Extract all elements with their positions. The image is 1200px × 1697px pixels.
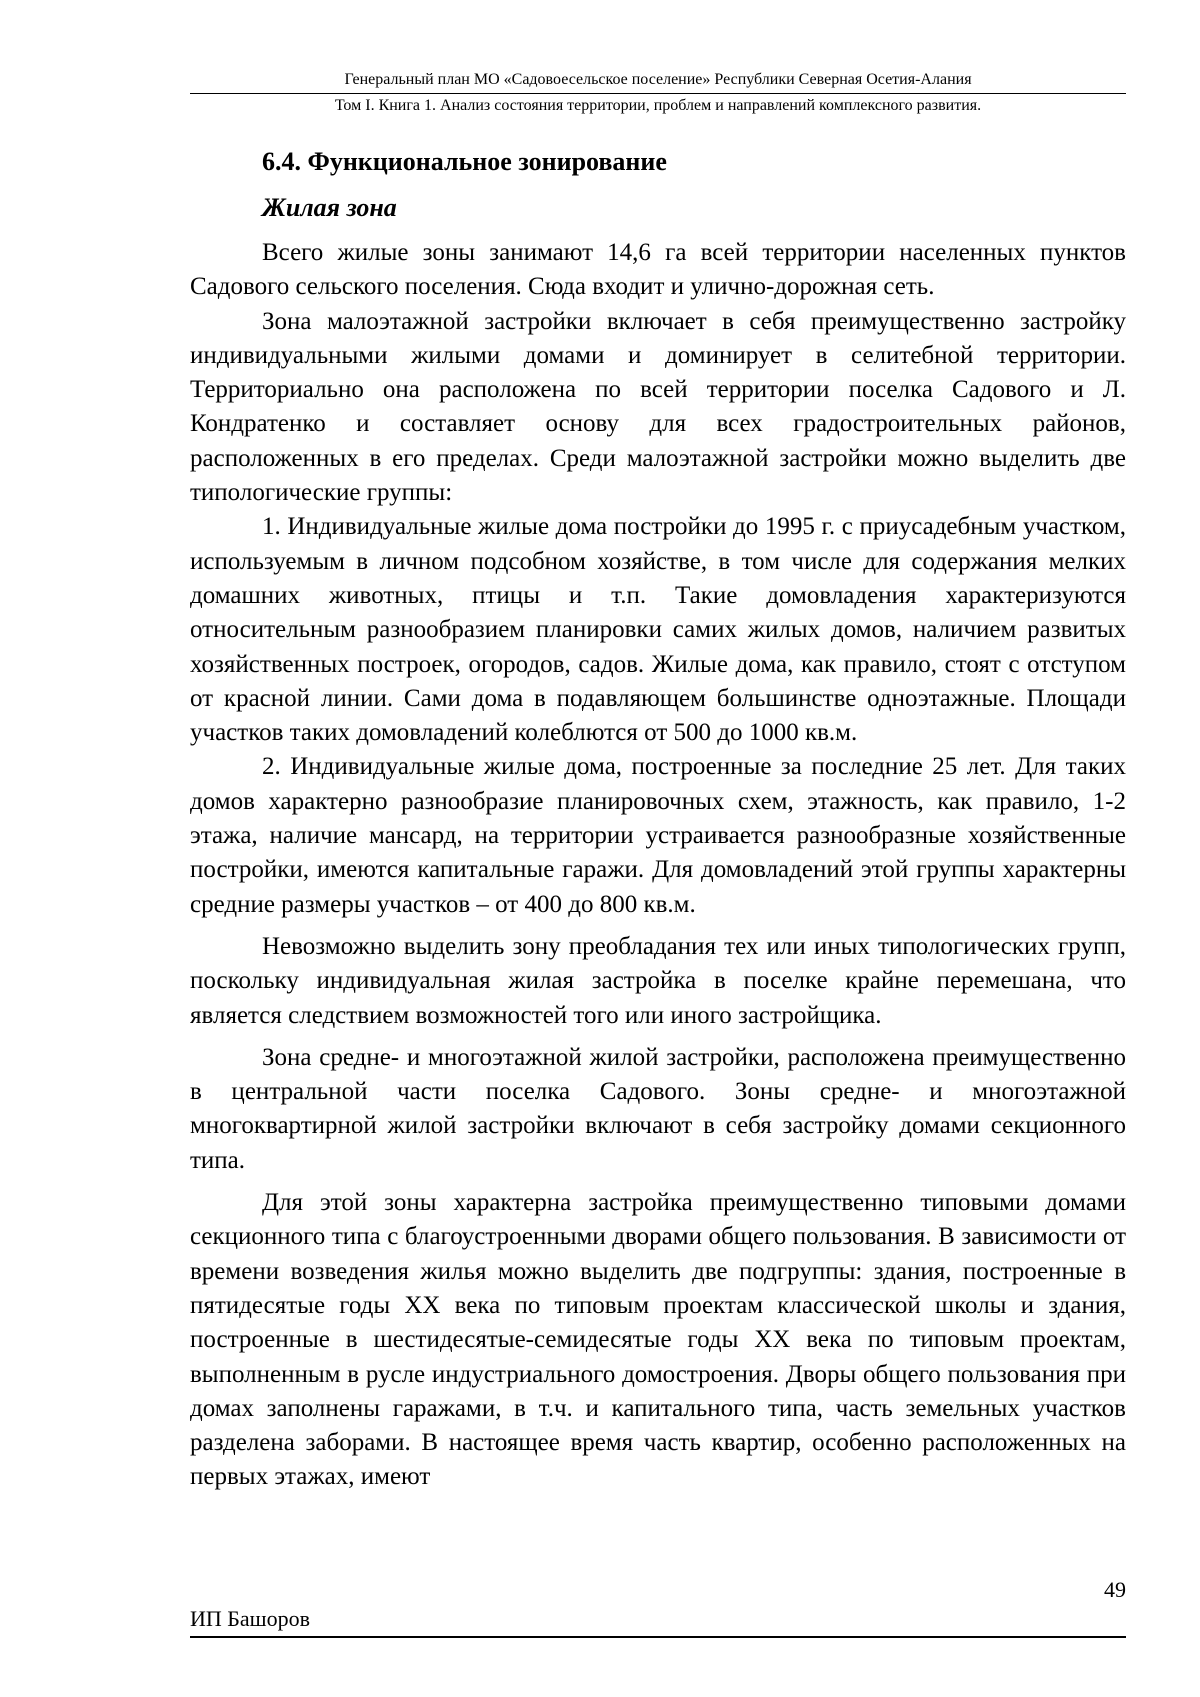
header-volume-title: Том I. Книга 1. Анализ состояния территории, проблем и направлений комплексного развития. — [334, 97, 982, 114]
header-document-title: Генеральный план МО «Садовоесельское поселение» Республики Северная Осетия-Алания — [344, 71, 972, 88]
list-item-paragraph: 2. Индивидуальные жилые дома, построенные за последние 25 лет. Для таких домов характерно разнообразие планировочных схем, этажность, как правило, 1-2 этажа, наличие мансард, на территории устраивается разнообразные хозяйственные постройки, имеются капитальные гаражи. Для домовладений этой группы характерны средние размеры участков – от 400 до 800 кв.м. — [190, 753, 1126, 918]
section-title: 6.4. Функциональное зонирование — [262, 147, 667, 176]
page-footer — [190, 1604, 1126, 1638]
footer-divider — [190, 1636, 1126, 1638]
paragraph: Невозможно выделить зону преобладания тех или иных типологических групп, поскольку индивидуальная жилая застройка в поселке крайне перемешана, что является следствием возможностей того или иного застройщика. — [190, 932, 1126, 1029]
paragraph: Зона средне- и многоэтажной жилой застройки, расположена преимущественно в центральной части поселка Садового. Зоны средне- и многоэтажной многоквартирной жилой застройки включают в себя застройку домами секционного типа. — [190, 1043, 1126, 1174]
paragraph: Всего жилые зоны занимают 14,6 га всей территории населенных пунктов Садового сельского поселения. Сюда входит и улично-дорожная сеть. — [190, 239, 1126, 301]
paragraph: Для этой зоны характерна застройка преимущественно типовыми домами секционного типа с благоустроенными дворами общего пользования. В зависимости от времени возведения жилья можно выделить две подгруппы: здания, построенные в пятидесятые годы XX века по типовым проектам классической школы и здания, построенные в шестидесятые-семидесятые годы XX века по типовым проектам, выполненным в русле индустриального домостроения. Дворы общего пользования при домах заполнены гаражами, в т.ч. и капитального типа, часть земельных участков разделена заборами. В настоящее время часть квартир, особенно расположенных на первых этажах, имеют — [190, 1189, 1126, 1491]
paragraph: Зона малоэтажной застройки включает в себя преимущественно застройку индивидуальными жилыми домами и доминирует в селитебной территории. Территориально она расположена по всей территории поселка Садового и Л. Кондратенко и составляет основу для всех градостроительных районов, расположенных в его пределах. Среди малоэтажной застройки можно выделить две типологические группы: — [190, 307, 1126, 507]
footer-author: ИП Башоров — [190, 1606, 311, 1631]
page-number: 49 — [1104, 1577, 1126, 1602]
page-header — [190, 70, 1126, 116]
subsection-title: Жилая зона — [262, 193, 397, 222]
list-item-paragraph: 1. Индивидуальные жилые дома постройки до 1995 г. с приусадебным участком, используемым в личном подсобном хозяйстве, в том числе для содержания мелких домашних животных, птицы и т.п. Такие домовладения характеризуются относительным разнообразием планировки самих жилых домов, наличием развитых хозяйственных построек, огородов, садов. Жилые дома, как правило, стоят с отступом от красной линии. Сами дома в подавляющем большинстве одноэтажные. Площади участков таких домовладений колеблются от 500 до 1000 кв.м. — [190, 513, 1126, 747]
header-divider — [190, 93, 1126, 94]
page-body — [190, 142, 1126, 1495]
